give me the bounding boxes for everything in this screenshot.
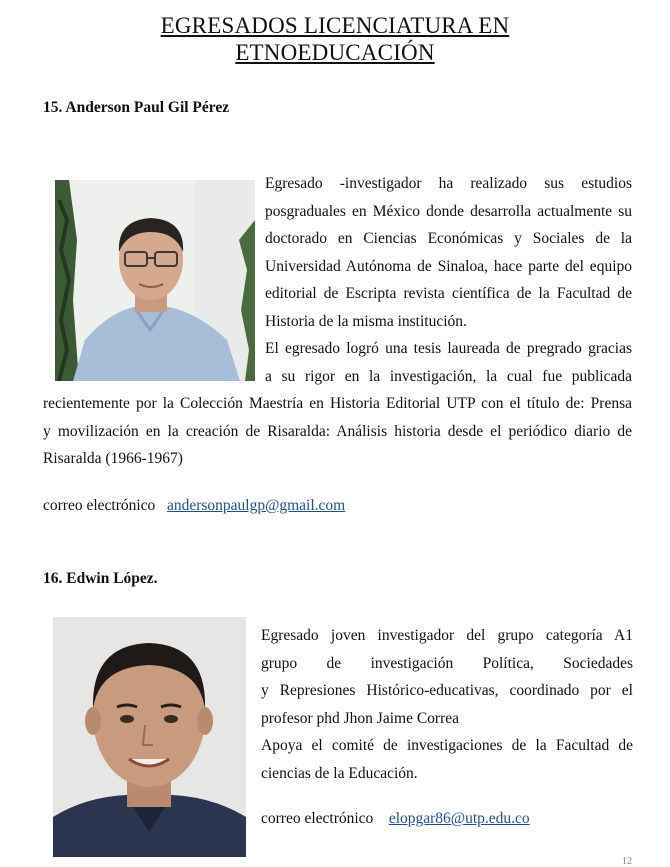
bio-line: Risaralda (1966-1967) (43, 450, 183, 467)
bio-line: a su rigor en la investigación, la cual fue publicada (265, 367, 632, 385)
graduate-heading: 15. Anderson Paul Gil Pérez (43, 99, 230, 116)
portrait-image (53, 617, 246, 857)
bio-line: Egresado -investigador ha realizado sus estudios (265, 175, 632, 192)
bio-line: grupo de investigación Política, Sociedades (261, 654, 633, 672)
bio-line: profesor phd Jhon Jaime Correa (261, 709, 460, 727)
bio-line: Apoya el comité de investigaciones de la Facultad de (261, 737, 633, 754)
page-number: 12 (622, 856, 632, 867)
graduate-photo (53, 617, 246, 857)
bio-line: y Represiones Histórico-educativas, coordinado por el (261, 682, 633, 699)
email-link[interactable]: elopgar86@utp.edu.co (388, 810, 530, 827)
bio-line: recientemente por la Colección Maestría en Historia Editorial UTP con el título de: Prensa (43, 395, 632, 412)
graduate-heading: 16. Edwin López. (43, 570, 158, 587)
bio-line: Universidad Autónoma de Sinaloa, hace parte del equipo (265, 257, 632, 275)
email-label: correo electrónico (43, 497, 156, 514)
graduate-bio (261, 622, 633, 787)
bio-line: y movilización en la creación de Risaralda: Análisis historia desde el periódico diario de (43, 422, 632, 440)
email-row (261, 805, 633, 833)
page-title-line-1: EGRESADOS LICENCIATURA EN (160, 13, 510, 38)
bio-line: Egresado joven investigador del grupo categoría A1 (261, 627, 633, 644)
email-link[interactable]: andersonpaulgp@gmail.com (166, 497, 346, 514)
bio-line: editorial de Escripta revista científica de la Facultad de (265, 285, 632, 302)
bio-line: ciencias de la Educación. (261, 764, 418, 782)
email-row (43, 492, 543, 520)
graduate-photo (55, 180, 255, 381)
graduate-bio-continued (43, 390, 632, 473)
bio-line: posgraduales en México donde desarrolla actualmente su (265, 202, 632, 220)
portrait-image (55, 180, 255, 381)
bio-line: El egresado logró una tesis laureada de pregrado gracias (265, 340, 632, 357)
bio-line: Historia de la misma institución. (265, 312, 467, 330)
bio-line: doctorado en Ciencias Económicas y Sociales de la (265, 230, 632, 247)
page-title-line-2: ETNOEDUCACIÓN (235, 40, 435, 65)
graduate-bio-intro (265, 170, 632, 390)
email-label: correo electrónico (261, 810, 374, 827)
